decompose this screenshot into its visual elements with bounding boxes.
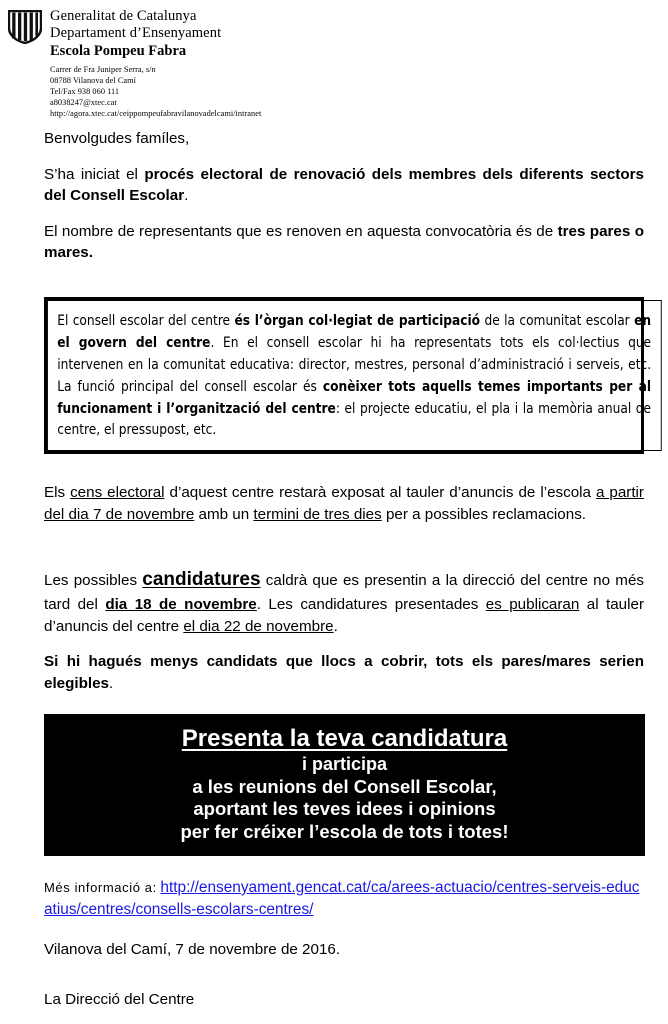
address-website: http://agora.xtec.cat/ceippompeufabravilanovadelcami/intranet xyxy=(50,109,262,119)
p3-seg7: per a possibles reclamacions. xyxy=(381,505,587,523)
p4-seg6-underline: es publicaran xyxy=(485,595,580,613)
banner-line-reunions: a les reunions del Consell Escolar, xyxy=(192,775,497,797)
more-info-block xyxy=(44,877,644,922)
place-and-date: Vilanova del Camí, 7 de novembre de 2016. xyxy=(44,941,341,958)
ib-seg4-bold: en el govern del centre xyxy=(57,312,652,351)
info-box-text xyxy=(47,300,661,451)
greeting-line: Benvolgudes famíles, xyxy=(44,130,190,147)
letterhead-institution: Generalitat de Catalunya xyxy=(50,8,197,24)
more-info-label: Més informació a: xyxy=(44,880,157,895)
letterhead-department: Departament d’Ensenyament xyxy=(50,25,222,42)
p4-seg4-bold-underline: dia 18 de novembre xyxy=(105,595,257,613)
consell-escolar-info-box xyxy=(44,297,652,454)
letterhead-school-name: Escola Pompeu Fabra xyxy=(50,43,187,60)
p2-bold: tres pares o mares. xyxy=(44,222,644,262)
ib-seg1: El consell escolar del centre xyxy=(57,312,235,329)
ib-seg6-bold: conèixer tots aquells temes importants per al funcionament i l’organització del centre xyxy=(57,377,652,417)
paragraph-candidatures xyxy=(44,567,644,637)
p3-seg4-underline: a partir del dia 7 de novembre xyxy=(44,484,644,523)
more-info-link[interactable]: http://ensenyament.gencat.cat/ca/arees-actuacio/centres-serveis-educatius/centres/consells-escolars-centres/ xyxy=(44,879,640,919)
p4-seg7: al tauler d’anuncis del centre xyxy=(44,595,645,635)
p1-lead: S’ha iniciat el xyxy=(44,165,145,183)
ib-seg3: de la comunitat escolar xyxy=(480,312,635,329)
letterhead-address-block xyxy=(50,65,261,120)
letterhead xyxy=(8,8,658,120)
p4-candidatures-emphasis: candidatures xyxy=(142,569,261,590)
p1-bold: procés electoral de renovació dels membres dels diferents sectors del Consell Escolar xyxy=(44,165,644,205)
call-to-action-banner xyxy=(44,714,645,856)
p5-tail: . xyxy=(109,674,114,692)
banner-line-participa: i participa xyxy=(301,754,388,775)
p3-seg5: amb un xyxy=(194,505,254,523)
banner-line-creixer: per fer créixer l’escola de tots i totes! xyxy=(180,820,509,842)
paragraph-representative-count xyxy=(44,221,644,264)
signature-line: La Direcció del Centre xyxy=(44,991,195,1008)
p4-seg1: Les possibles xyxy=(44,572,143,589)
p4-seg8-underline: el dia 22 de novembre xyxy=(183,617,334,635)
paragraph-cens-electoral xyxy=(44,482,644,525)
address-phone: Tel/Fax 938 060 111 xyxy=(50,87,120,97)
banner-line-idees: aportant les teves idees i opinions xyxy=(193,798,496,820)
p3-seg1: Els xyxy=(44,484,71,501)
banner-headline: Presenta la teva candidatura xyxy=(181,724,508,752)
ib-seg7: : el projecte educatiu, el pla i la memòria anual de centre, el pressupost, etc. xyxy=(57,399,652,439)
p1-tail: . xyxy=(184,187,189,205)
p4-seg9: . xyxy=(333,617,338,635)
letterhead-text xyxy=(50,8,261,120)
p4-seg3: caldrà que es presentin a la direcció del centre no més tard del xyxy=(44,572,644,613)
p3-seg2-underline: cens electoral xyxy=(70,484,165,501)
paragraph-fewer-candidates xyxy=(44,651,644,694)
ib-seg2-bold: és l’òrgan col·legiat de participació xyxy=(234,312,481,329)
paragraph-election-start xyxy=(44,164,644,207)
ib-seg5: . En el consell escolar hi ha representats tots els col·lectius que intervenen en la comunitat educativa: director, mestres, personal d’administració i serveis, etc. La funció principal del consell escolar és xyxy=(57,333,652,395)
body-candidatures xyxy=(44,567,644,694)
body-lower xyxy=(44,482,644,539)
address-street: Carrer de Fra Juniper Serra, s/n xyxy=(50,65,156,75)
address-city: 08788 Vilanova del Camí xyxy=(50,76,136,86)
p2-lead: El nombre de representants que es renoven en aquesta convocatòria és de xyxy=(44,222,558,240)
p3-seg3: d’aquest centre restarà exposat al tauler d’anuncis de l’escola xyxy=(164,484,596,501)
address-email: a8038247@xtec.cat xyxy=(50,98,117,108)
p3-seg6-underline: termini de tres dies xyxy=(253,505,382,523)
p5-bold: Si hi hagués menys candidats que llocs a cobrir, tots els pares/mares serien elegibles xyxy=(44,653,644,692)
body-upper xyxy=(44,128,644,278)
p4-seg5: . Les candidatures presentades xyxy=(256,595,486,613)
generalitat-crest-icon xyxy=(8,10,42,44)
